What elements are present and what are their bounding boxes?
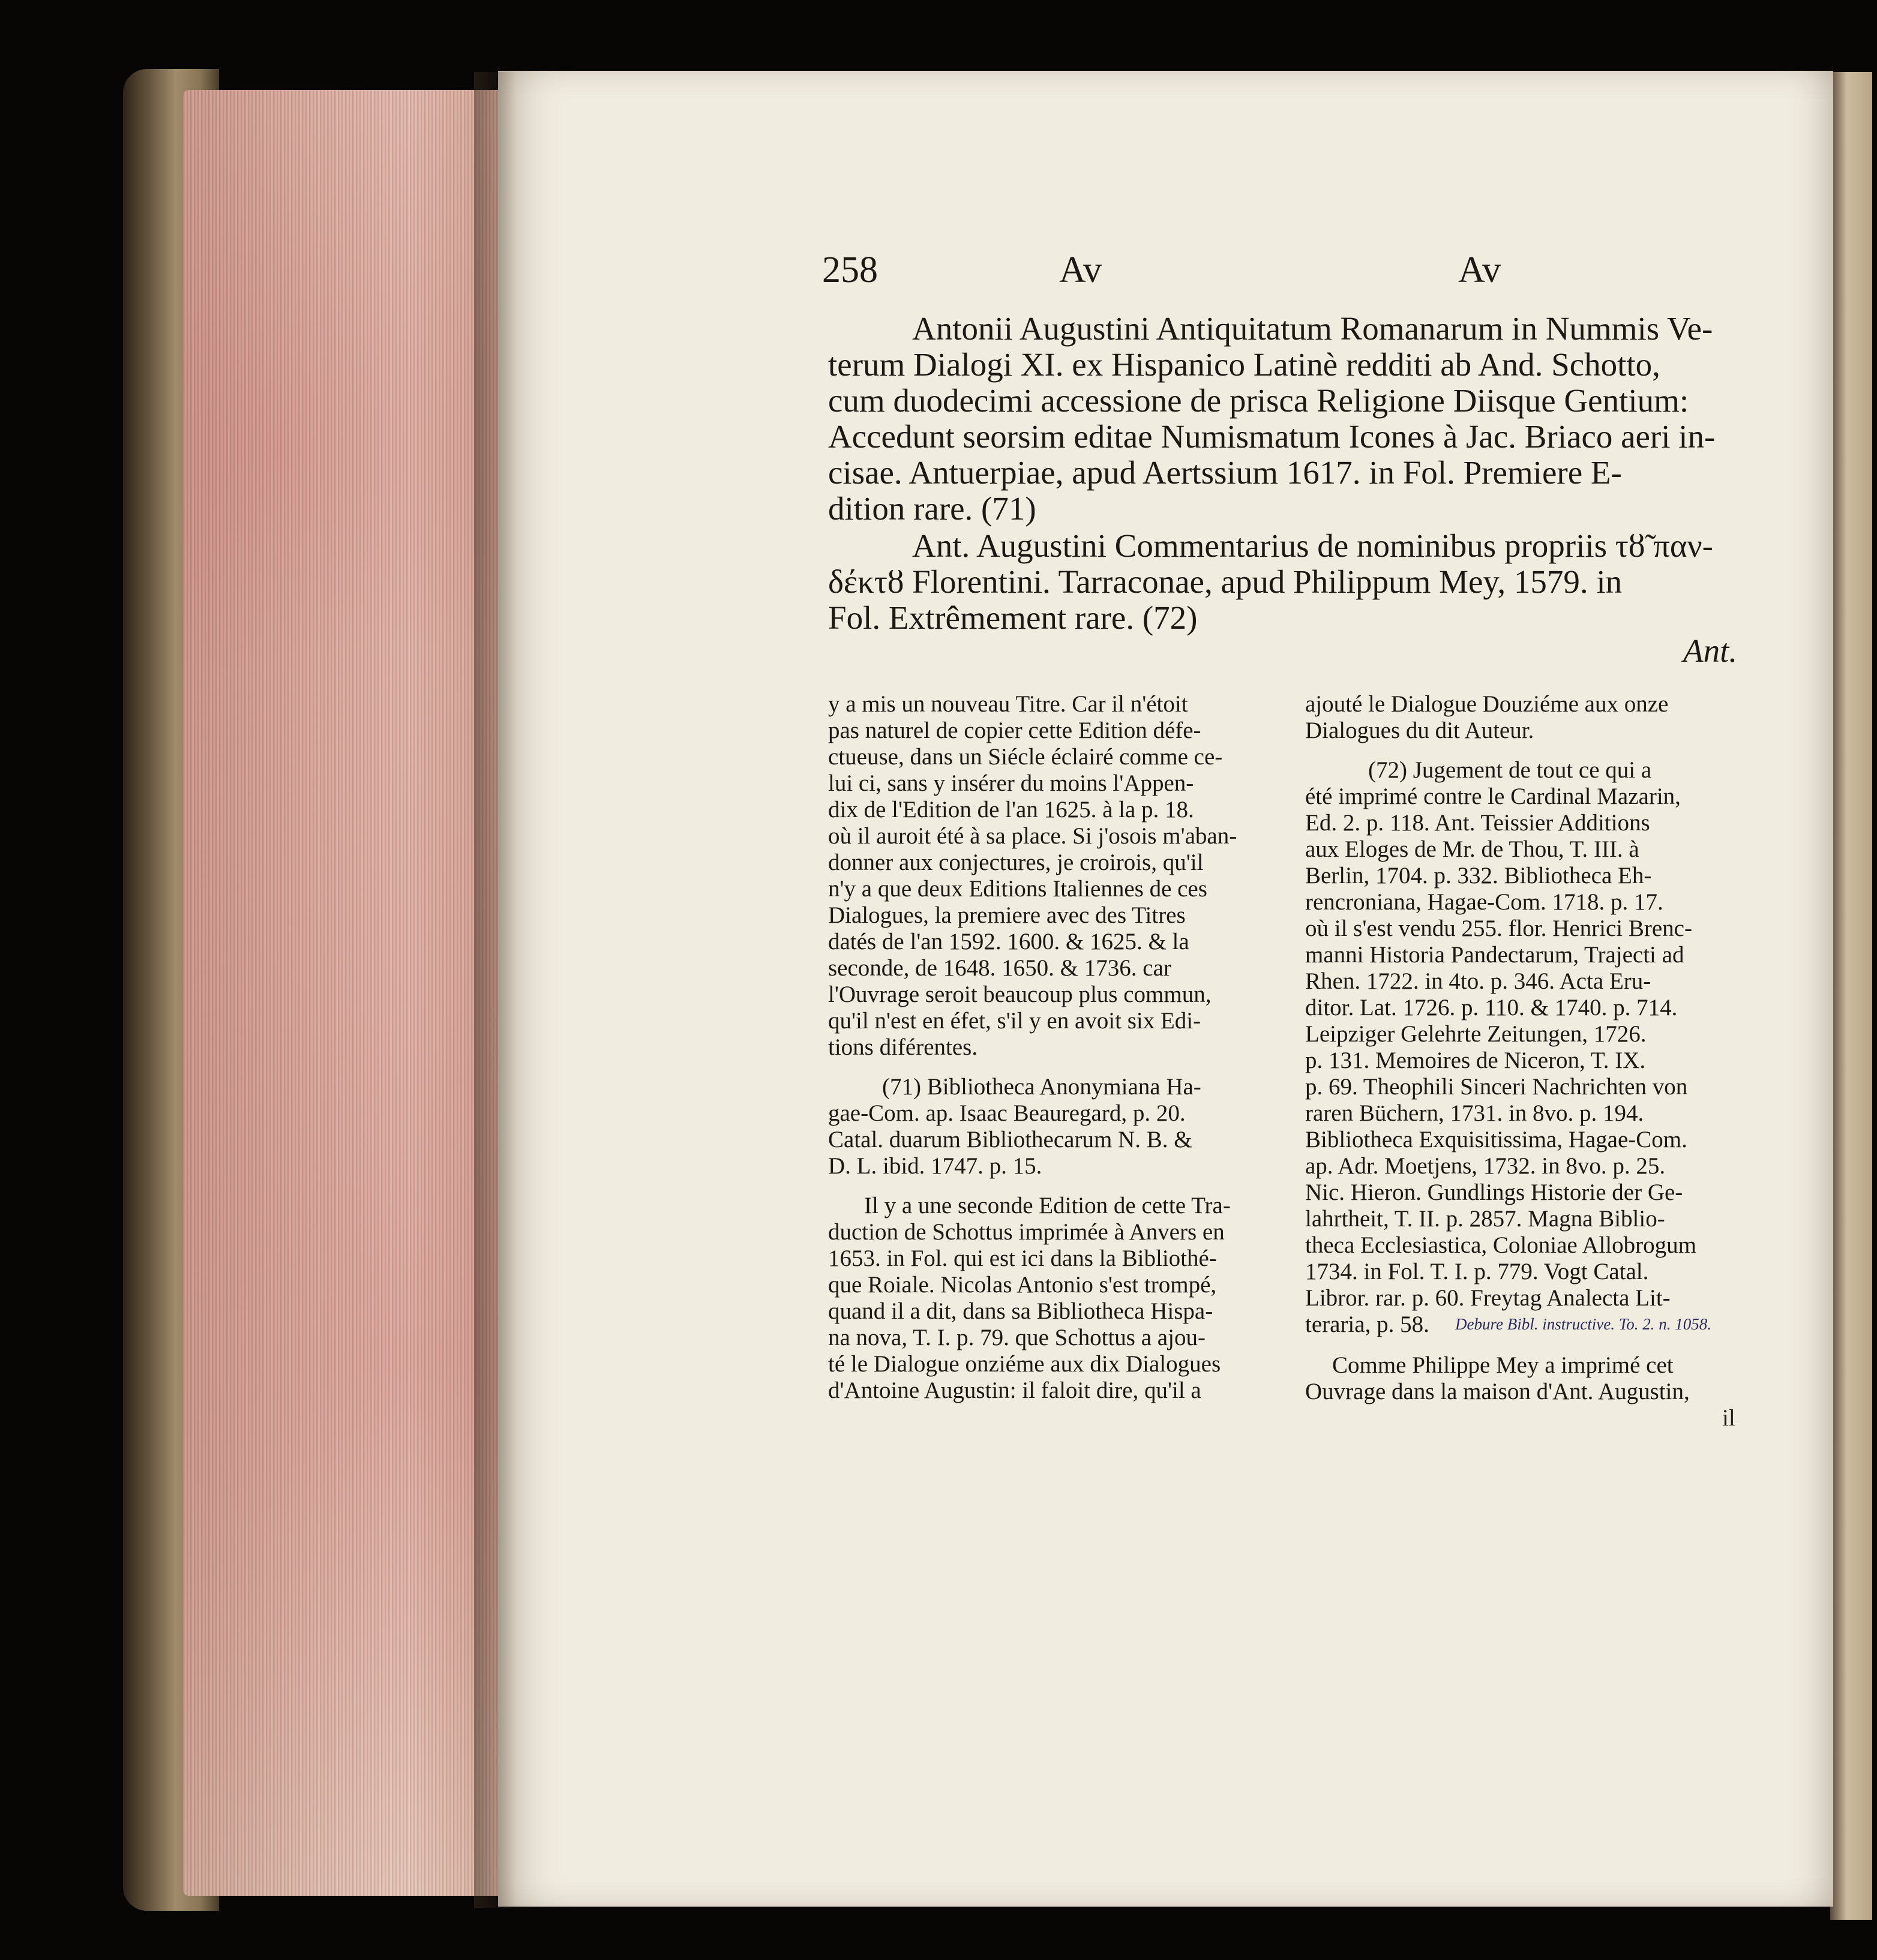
left-column-line: l'Ouvrage seroit beaucoup plus commun, bbox=[828, 981, 1212, 1007]
right-column-line: Dialogues du dit Auteur. bbox=[1305, 718, 1534, 743]
left-column-line: (71) Bibliotheca Anonymiana Ha- bbox=[882, 1074, 1201, 1100]
right-column-line: Ouvrage dans la maison d'Ant. Augustin, bbox=[1305, 1379, 1690, 1404]
left-column-line: lui ci, sans y insérer du moins l'Appen- bbox=[828, 770, 1194, 796]
left-column-line: que Roiale. Nicolas Antonio s'est trompé, bbox=[828, 1272, 1217, 1298]
left-column-line: gae-Com. ap. Isaac Beauregard, p. 20. bbox=[828, 1100, 1186, 1126]
left-column-line: Catal. duarum Bibliothecarum N. B. & bbox=[828, 1127, 1192, 1152]
right-column-line: Leipziger Gelehrte Zeitungen, 1726. bbox=[1305, 1021, 1647, 1047]
left-column-line: y a mis un nouveau Titre. Car il n'étoit bbox=[828, 691, 1188, 717]
right-column-line: Nic. Hieron. Gundlings Historie der Ge- bbox=[1305, 1179, 1683, 1205]
right-column-line: rencroniana, Hagae-Com. 1718. p. 17. bbox=[1305, 889, 1663, 915]
right-column-line: manni Historia Pandectarum, Trajecti ad bbox=[1305, 942, 1684, 968]
left-column-line: seconde, de 1648. 1650. & 1736. car bbox=[828, 955, 1171, 981]
right-column-line: Bibliotheca Exquisitissima, Hagae-Com. bbox=[1305, 1127, 1687, 1152]
entry-71-line: terum Dialogi XI. ex Hispanico Latinè redditi ab And. Schotto, bbox=[828, 346, 1660, 383]
right-column-line: Libror. rar. p. 60. Freytag Analecta Lit- bbox=[1305, 1285, 1671, 1311]
right-column-line: theca Ecclesiastica, Coloniae Allobrogum bbox=[1305, 1232, 1696, 1258]
facing-page-edge bbox=[1830, 72, 1872, 1920]
entry-71-line: dition rare. (71) bbox=[828, 490, 1036, 527]
left-column-line: donner aux conjectures, je croirois, qu'il bbox=[828, 850, 1204, 875]
entry-71-line: cisae. Antuerpiae, apud Aertssium 1617. in Fol. Premiere E- bbox=[828, 454, 1622, 491]
page-number: 258 bbox=[822, 250, 878, 290]
left-column-line: Il y a une seconde Edition de cette Tra- bbox=[864, 1193, 1231, 1218]
handwritten-annotation: Debure Bibl. instructive. To. 2. n. 1058. bbox=[1455, 1315, 1711, 1333]
right-column-line: raren Büchern, 1731. in 8vo. p. 194. bbox=[1305, 1100, 1644, 1126]
entry-71-line: cum duodecimi accessione de prisca Religione Diisque Gentium: bbox=[828, 382, 1689, 419]
right-column-line: (72) Jugement de tout ce qui a bbox=[1368, 757, 1652, 783]
left-column-line: té le Dialogue onziéme aux dix Dialogues bbox=[828, 1351, 1221, 1377]
catchword: Ant. bbox=[1683, 632, 1738, 669]
right-column-line: où il s'est vendu 255. flor. Henrici Brenc- bbox=[1305, 916, 1692, 941]
right-column-line: Ed. 2. p. 118. Ant. Teissier Additions bbox=[1305, 810, 1650, 836]
left-column-line: pas naturel de copier cette Edition défe- bbox=[828, 718, 1201, 743]
right-column-line: p. 69. Theophili Sinceri Nachrichten von bbox=[1305, 1074, 1688, 1100]
right-column-line: aux Eloges de Mr. de Thou, T. III. à bbox=[1305, 836, 1639, 862]
right-column-line: il bbox=[1722, 1405, 1735, 1431]
right-column-line: Berlin, 1704. p. 332. Bibliotheca Eh- bbox=[1305, 863, 1652, 889]
right-column-line: lahrtheit, T. II. p. 2857. Magna Biblio- bbox=[1305, 1206, 1665, 1232]
right-column-line: teraria, p. 58. bbox=[1305, 1311, 1429, 1337]
right-column-line: Rhen. 1722. in 4to. p. 346. Acta Eru- bbox=[1305, 968, 1651, 994]
left-column-line: datés de l'an 1592. 1600. & 1625. & la bbox=[828, 929, 1189, 955]
right-column-line: ditor. Lat. 1726. p. 110. & 1740. p. 714. bbox=[1305, 995, 1678, 1020]
left-column-line: na nova, T. I. p. 79. que Schottus a ajou- bbox=[828, 1325, 1206, 1350]
right-column-line: ajouté le Dialogue Douziéme aux onze bbox=[1305, 691, 1669, 717]
entry-72-line: δέκτȣ Florentini. Tarraconae, apud Philippum Mey, 1579. in bbox=[828, 563, 1623, 600]
left-column-line: quand il a dit, dans sa Bibliotheca Hispa- bbox=[828, 1298, 1213, 1324]
left-column-line: 1653. in Fol. qui est ici dans la Bibliothé- bbox=[828, 1245, 1217, 1271]
left-running-head: Av bbox=[1059, 250, 1102, 290]
right-column-line: Comme Philippe Mey a imprimé cet bbox=[1332, 1352, 1674, 1378]
left-column-line: dix de l'Edition de l'an 1625. à la p. 18. bbox=[828, 797, 1194, 823]
right-column-line: ap. Adr. Moetjens, 1732. in 8vo. p. 25. bbox=[1305, 1153, 1666, 1179]
left-column-line: D. L. ibid. 1747. p. 15. bbox=[828, 1153, 1042, 1179]
entry-72-line: Fol. Extrêmement rare. (72) bbox=[828, 599, 1198, 636]
left-column-line: tions diférentes. bbox=[828, 1034, 978, 1060]
page-edges bbox=[183, 90, 501, 1896]
gutter-shadow bbox=[474, 72, 516, 1908]
entry-71-line: Accedunt seorsim editae Numismatum Icones à Jac. Briaco aeri in- bbox=[828, 418, 1716, 455]
right-column-line: 1734. in Fol. T. I. p. 779. Vogt Catal. bbox=[1305, 1259, 1649, 1284]
left-column-line: où il auroit été à sa place. Si j'osois m'aban- bbox=[828, 823, 1237, 849]
right-column-line: été imprimé contre le Cardinal Mazarin, bbox=[1305, 784, 1681, 809]
left-column-line: qu'il n'est en éfet, s'il y en avoit six Edi- bbox=[828, 1008, 1201, 1034]
left-column-line: d'Antoine Augustin: il faloit dire, qu'il a bbox=[828, 1377, 1201, 1403]
entry-71-line: Antonii Augustini Antiquitatum Romanarum in Nummis Ve- bbox=[912, 310, 1713, 347]
right-running-head: Av bbox=[1458, 250, 1501, 290]
left-column-line: n'y a que deux Editions Italiennes de ces bbox=[828, 876, 1207, 902]
entry-72-line: Ant. Augustini Commentarius de nominibus propriis τȣ̃ παν- bbox=[912, 527, 1713, 564]
right-column-line: p. 131. Memoires de Niceron, T. IX. bbox=[1305, 1047, 1646, 1073]
left-column-line: duction de Schottus imprimée à Anvers en bbox=[828, 1219, 1225, 1245]
left-column-line: Dialogues, la premiere avec des Titres bbox=[828, 902, 1186, 928]
left-column-line: ctueuse, dans un Siécle éclairé comme ce- bbox=[828, 744, 1223, 770]
